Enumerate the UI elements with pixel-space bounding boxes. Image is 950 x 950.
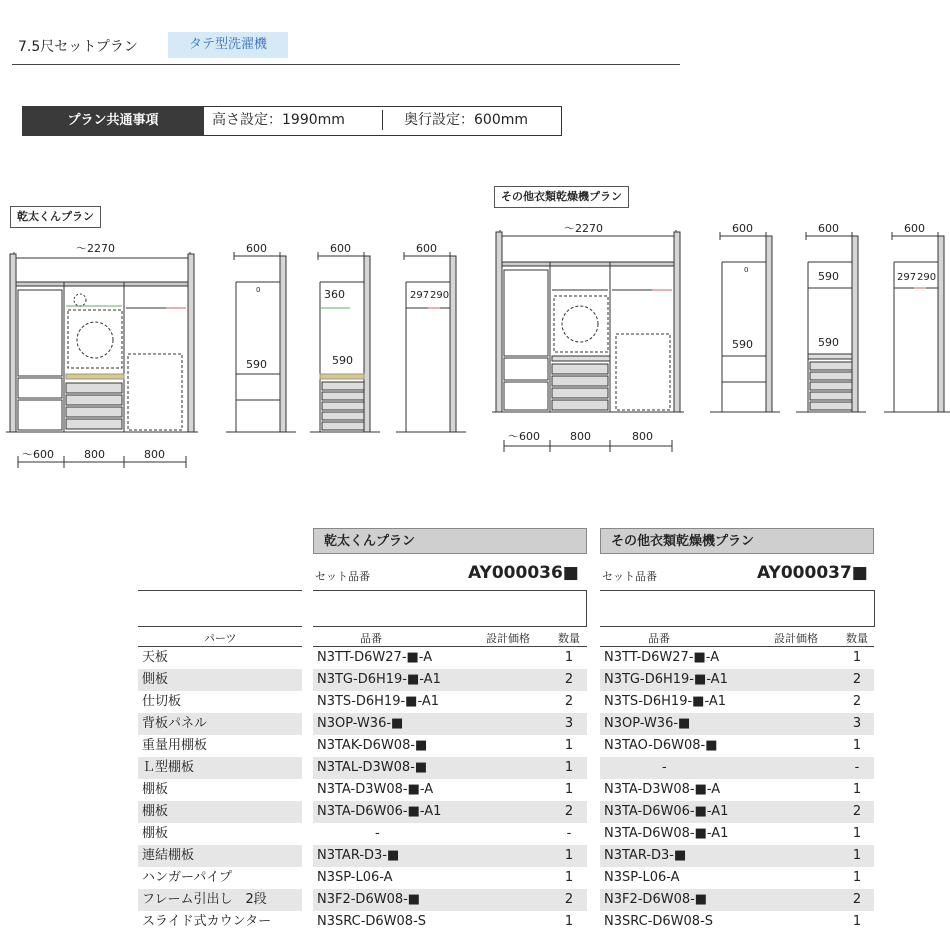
plan-a-qty: - (566, 826, 572, 841)
b-side1-zero: 0 (744, 266, 749, 274)
col-code-a: 品番 (360, 632, 382, 645)
plan-a-qty: 1 (564, 738, 574, 753)
plan-b-qty: 1 (852, 738, 862, 753)
plan-a-side-view-1 (226, 252, 296, 432)
plan-a-qty: 2 (564, 694, 574, 709)
plan-b-qty: 1 (852, 826, 862, 841)
plan-a-qty: 3 (564, 716, 574, 731)
plan-a-price-box (313, 590, 587, 627)
side2-360: 360 (324, 288, 345, 301)
plan-a-code: N3TT-D6W27-■-A (317, 650, 433, 665)
plan-a-set-number: AY000036■ (468, 563, 579, 583)
b-side2-590: 590 (818, 336, 839, 349)
b-side3-297: 297 (897, 272, 917, 283)
plan-a-qty: 2 (564, 672, 574, 687)
plan-a-code: N3TG-D6H19-■-A1 (313, 669, 587, 691)
plan-b-price-box (600, 590, 875, 627)
plan-a-set-label: セット品番 (315, 570, 370, 583)
plan-b-qty: 1 (852, 650, 862, 665)
plan-a-qty: 2 (564, 804, 574, 819)
side3-290: 290 (430, 290, 450, 301)
plan-b-code: N3TG-D6H19-■-A1 (600, 669, 874, 691)
part-name: 天板 (142, 650, 169, 665)
part-name: 側板 (138, 669, 302, 691)
plan-b-qty: 3 (852, 716, 862, 731)
plan-b-qty: 1 (852, 870, 862, 885)
plan-a-code: N3OP-W36-■ (313, 713, 587, 735)
header-rule-b (600, 626, 874, 627)
plan-a-width-dim: ～2270 (76, 242, 115, 255)
plan-b-side-view-3 (884, 232, 950, 412)
part-name: 仕切板 (142, 694, 182, 709)
plan-b-qty: 2 (852, 694, 862, 709)
b-side3-290: 290 (917, 272, 937, 283)
plan-a-qty: 1 (564, 848, 574, 863)
plan-a-qty: 2 (564, 892, 574, 907)
plan-b-code: N3TT-D6W27-■-A (604, 650, 720, 665)
col-qty-a: 数量 (558, 632, 580, 645)
plan-b-width-dim: ～2270 (564, 222, 603, 235)
side1-zero: 0 (256, 286, 261, 294)
part-name: 背板パネル (138, 713, 302, 735)
plan-b-side-view-1 (710, 232, 780, 412)
plan-a-header: 乾太くんプラン (313, 528, 587, 554)
plan-b-qty: - (854, 760, 860, 775)
part-name: 連結棚板 (138, 845, 302, 867)
plan-a-qty: 1 (564, 870, 574, 885)
depth-setting: 奥行設定：600mm (404, 112, 528, 128)
part-name: 棚板 (138, 801, 302, 823)
part-name: 重量用棚板 (142, 738, 208, 753)
plan-b-dim-800-a: 800 (570, 430, 591, 443)
plan-b-code: N3F2-D6W08-■ (600, 889, 874, 911)
plan-a-qty: 1 (564, 650, 574, 665)
plan-a-side-view-3 (396, 252, 466, 432)
height-setting: 高さ設定：1990mm (212, 112, 345, 128)
plan-b-dim-800-b: 800 (632, 430, 653, 443)
col-qty-b: 数量 (846, 632, 868, 645)
header-rule-parts (138, 626, 302, 627)
col-price-a: 設計価格 (486, 632, 530, 645)
part-name: スライド式カウンター (142, 914, 272, 929)
plan-b-code: N3TA-D6W08-■-A1 (604, 826, 729, 841)
plan-b-code: N3TA-D6W06-■-A1 (600, 801, 874, 823)
common-settings-label: プラン共通事項 (22, 106, 204, 136)
parts-blank-top (138, 590, 302, 627)
washer-type-tag: タテ型洗濯機 (168, 32, 288, 58)
plan-b-label: その他衣類乾燥機プラン (494, 186, 629, 208)
side2-depth: 600 (330, 242, 351, 255)
plan-b-code: - (600, 757, 874, 779)
part-name: ハンガーパイプ (142, 870, 232, 885)
plan-a-code: N3F2-D6W08-■ (313, 889, 587, 911)
b-side2-depth: 600 (818, 222, 839, 235)
header-rule-a (313, 626, 587, 627)
plan-a-dim-800-a: 800 (84, 448, 105, 461)
plan-a-qty: 1 (564, 760, 574, 775)
col-price-b: 設計価格 (774, 632, 818, 645)
plan-a-label: 乾太くんプラン (10, 206, 101, 228)
plan-b-set-label: セット品番 (602, 570, 657, 583)
plan-a-code: N3SP-L06-A (317, 870, 393, 885)
plan-a-side-view-2 (310, 252, 380, 432)
plan-b-qty: 2 (852, 672, 862, 687)
plan-b-code: N3OP-W36-■ (600, 713, 874, 735)
b-side1-590: 590 (732, 338, 753, 351)
plan-a-front-view (6, 252, 198, 468)
plan-b-code: N3TAO-D6W08-■ (604, 738, 718, 753)
plan-a-code: N3TAK-D6W08-■ (317, 738, 428, 753)
plan-b-qty: 1 (852, 848, 862, 863)
plan-a-dim-600: ～600 (22, 448, 54, 461)
plan-b-dim-600: ～600 (508, 430, 540, 443)
plan-a-code: N3TA-D3W08-■-A (317, 782, 434, 797)
b-side1-depth: 600 (732, 222, 753, 235)
plan-b-qty: 2 (852, 892, 862, 907)
side2-590: 590 (332, 354, 353, 367)
plan-a-code: - (375, 826, 380, 841)
page-title: 7.5尺セットプラン (18, 39, 138, 55)
plan-b-set-number: AY000037■ (757, 563, 868, 583)
plan-b-code: N3SP-L06-A (604, 870, 680, 885)
plan-b-code: N3TS-D6H19-■-A1 (604, 694, 727, 709)
plan-b-side-view-2 (796, 232, 866, 412)
plan-a-code: N3SRC-D6W08-S (317, 914, 427, 929)
part-name: 棚板 (142, 782, 169, 797)
plan-a-code: N3TAL-D3W08-■ (313, 757, 587, 779)
plan-b-qty: 2 (852, 804, 862, 819)
plan-drawings (0, 0, 950, 470)
plan-b-code: N3SRC-D6W08-S (604, 914, 714, 929)
col-parts: パーツ (204, 632, 237, 645)
plan-b-front-view (492, 230, 684, 452)
plan-a-code: N3TA-D6W06-■-A1 (313, 801, 587, 823)
plan-b-code: N3TAR-D3-■ (600, 845, 874, 867)
plan-a-code: N3TAR-D3-■ (313, 845, 587, 867)
part-name: Ｌ型棚板 (138, 757, 302, 779)
plan-a-qty: 1 (564, 782, 574, 797)
b-side3-depth: 600 (904, 222, 925, 235)
col-code-b: 品番 (648, 632, 670, 645)
side1-depth: 600 (246, 242, 267, 255)
side1-590: 590 (246, 358, 267, 371)
part-name: フレーム引出し 2段 (138, 889, 302, 911)
b-side2-590-top: 590 (818, 270, 839, 283)
plan-b-qty: 1 (852, 914, 862, 929)
side3-depth: 600 (416, 242, 437, 255)
plan-b-code: N3TA-D3W08-■-A (604, 782, 721, 797)
plan-a-code: N3TS-D6H19-■-A1 (317, 694, 440, 709)
plan-a-dim-800-b: 800 (144, 448, 165, 461)
part-name: 棚板 (142, 826, 169, 841)
plan-b-header: その他衣類乾燥機プラン (600, 528, 874, 554)
plan-b-qty: 1 (852, 782, 862, 797)
plan-a-qty: 1 (564, 914, 574, 929)
side3-297: 297 (410, 290, 430, 301)
